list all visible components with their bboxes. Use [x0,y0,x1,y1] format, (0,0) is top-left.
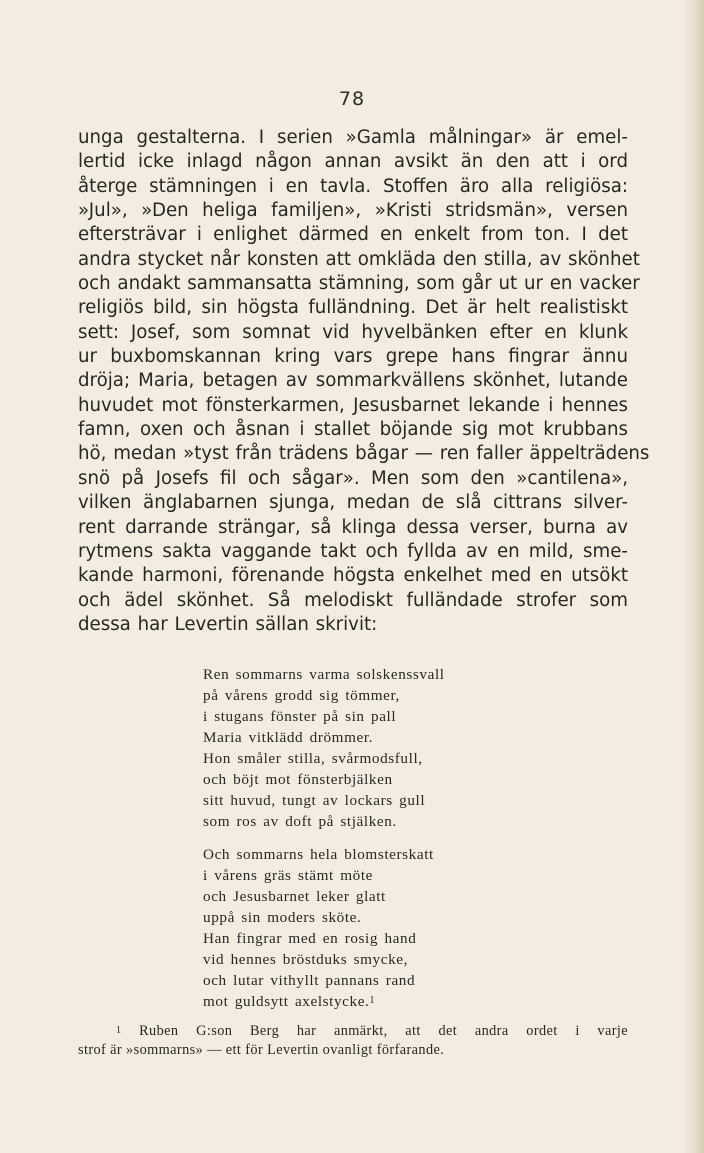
poem-stanza-2 [203,844,543,1012]
poem-line: i stugans fönster på sin pall [203,708,397,725]
poem-line: Ren sommarns varma solskenssvall [203,666,445,683]
text-line: eftersträvar i enlighet därmed en enkelt from ton. I det [78,224,628,246]
text-line: religiös bild, sin högsta fulländning. Det är helt realistiskt [78,297,628,319]
footnote [78,1022,628,1060]
footnote-text: Ruben G:son Berg har anmärkt, att det andra ordet i varje [139,1023,628,1039]
footnote-line [78,1022,628,1041]
poem-line: Och sommarns hela blomsterskatt [203,846,434,863]
text-line: ur buxbomskannan kring vars grepe hans fingrar ännu [78,346,628,368]
poem-line: och Jesusbarnet leker glatt [203,888,386,905]
poem-line: Hon småler stilla, svårmodsfull, [203,750,423,767]
text-line: snö på Josefs fil och sågar». Men som den »cantilena», [78,467,628,489]
text-line: rytmens sakta vaggande takt och fyllda av en mild, sme- [78,540,628,562]
text-line: vilken änglabarnen sjunga, medan de slå cittrans silver- [78,492,628,514]
poem [203,664,543,1024]
poem-line: och böjt mot fönsterbjälken [203,771,393,788]
poem-line: i vårens gräs stämt möte [203,867,374,884]
footnote-marker: 1 [116,1025,122,1036]
poem-line: och lutar vithyllt pannans rand [203,972,416,989]
text-line: rent darrande strängar, så klinga dessa verser, burna av [78,516,628,538]
text-line: huvudet mot fönsterkarmen, Jesusbarnet lekande i hennes [78,394,628,416]
text-line: kande harmoni, förenande högsta enkelhet med en utsökt [78,565,628,587]
poem-line: vid hennes bröstduks smycke, [203,951,409,968]
text-line: och ädel skönhet. Så melodiskt fulländade strofer som [78,589,628,611]
page-edge-shadow [682,0,704,1153]
body-text [78,126,650,637]
text-line: »Jul», »Den heliga familjen», »Kristi stridsmän», versen [78,200,628,222]
text-line: återge stämningen i en tavla. Stoffen äro alla religiösa: [78,175,628,197]
text-line: famn, oxen och åsnan i stallet böjande sig mot krubbans [78,419,628,441]
text-line: hö, medan »tyst från trädens bågar — ren faller äppelträdens [78,443,650,465]
text-line: sett: Josef, som somnat vid hyvelbänken efter en klunk [78,321,628,343]
text-line: och andakt sammansatta stämning, som går ut ur en vacker [78,273,640,295]
poem-line: på vårens grodd sig tömmer, [203,687,400,704]
text-line: dessa har Levertin sällan skrivit: [78,613,378,635]
poem-line-text: mot guldsytt axelstycke. [203,993,370,1010]
poem-line: Maria vitklädd drömmer. [203,729,374,746]
text-line: dröja; Maria, betagen av sommarkvällens skönhet, lutande [78,370,628,392]
poem-stanza-1 [203,664,543,832]
text-line: lertid icke inlagd någon annan avsikt än den att i ord [78,151,628,173]
footnote-reference: 1 [369,995,376,1006]
footnote-line: strof är »sommarns» — ett för Levertin ovanligt förfarande. [78,1042,445,1058]
poem-line: sitt huvud, tungt av lockars gull [203,792,426,809]
page-number: 78 [338,88,366,110]
poem-line: Han fingrar med en rosig hand [203,930,417,947]
poem-line [203,991,543,1012]
text-line: andra stycket når konsten att omkläda den stilla, av skönhet [78,248,640,270]
text-line: unga gestalterna. I serien »Gamla målningar» är emel- [78,127,628,148]
poem-line: som ros av doft på stjälken. [203,813,397,830]
poem-line: uppå sin moders sköte. [203,909,362,926]
